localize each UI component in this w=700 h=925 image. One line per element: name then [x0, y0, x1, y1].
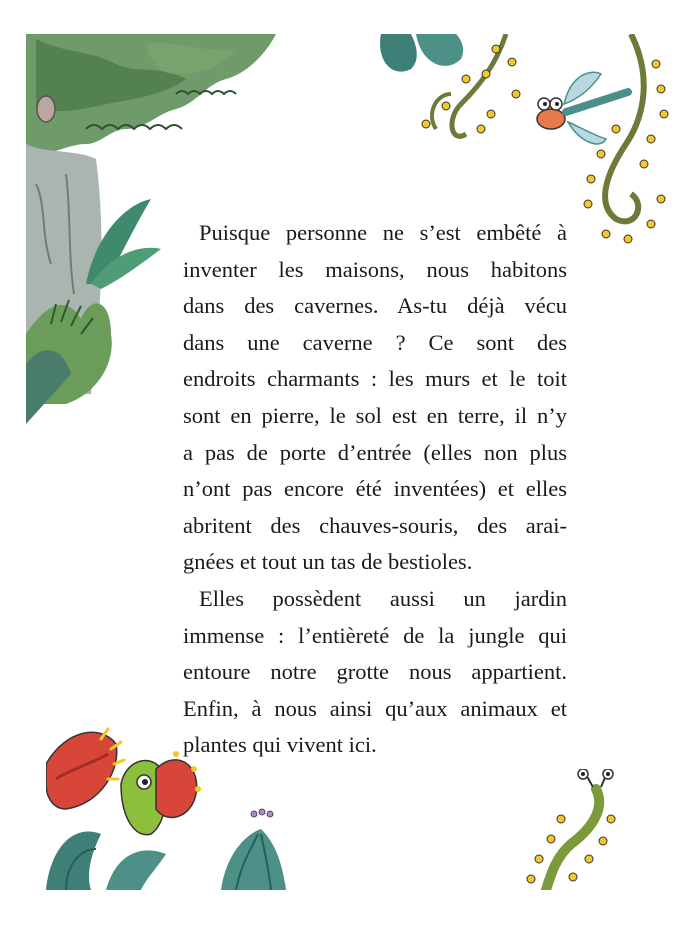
text-line: Enfin, à nous ainsi qu’aux animaux et [183, 695, 567, 721]
paragraph-1 [183, 215, 567, 581]
text-line: abritent des chauves-souris, des arai- [183, 512, 567, 538]
text-line: a pas de porte d’entrée (elles non plus [183, 439, 567, 465]
text-line: dans des cavernes. As-tu déjà vécu [183, 293, 567, 319]
story-text [183, 215, 567, 764]
plant-creature-illustration [511, 769, 641, 890]
text-line: entoure notre grotte nous appartient. [183, 659, 567, 685]
text-line: gnées et tout un tas de bestioles. [183, 549, 473, 575]
text-line: inventer les maisons, nous habitons [183, 256, 567, 282]
text-line: Elles possèdent aussi un jardin [199, 585, 567, 611]
text-line: dans une caverne ? Ce sont des [183, 329, 567, 355]
text-line: endroits charmants : les murs et le toit [183, 366, 567, 392]
book-page [26, 34, 670, 890]
text-line: immense : l’entièreté de la jungle qui [183, 622, 567, 648]
text-line: plantes qui vivent ici. [183, 732, 377, 758]
text-line: Puisque personne ne s’est embêté à [199, 220, 567, 245]
text-line: n’ont pas encore été inventées) et elles [183, 476, 567, 502]
carnivorous-plants-illustration [46, 724, 316, 890]
text-line: sont en pierre, le sol est en terre, il n’y [183, 402, 567, 428]
